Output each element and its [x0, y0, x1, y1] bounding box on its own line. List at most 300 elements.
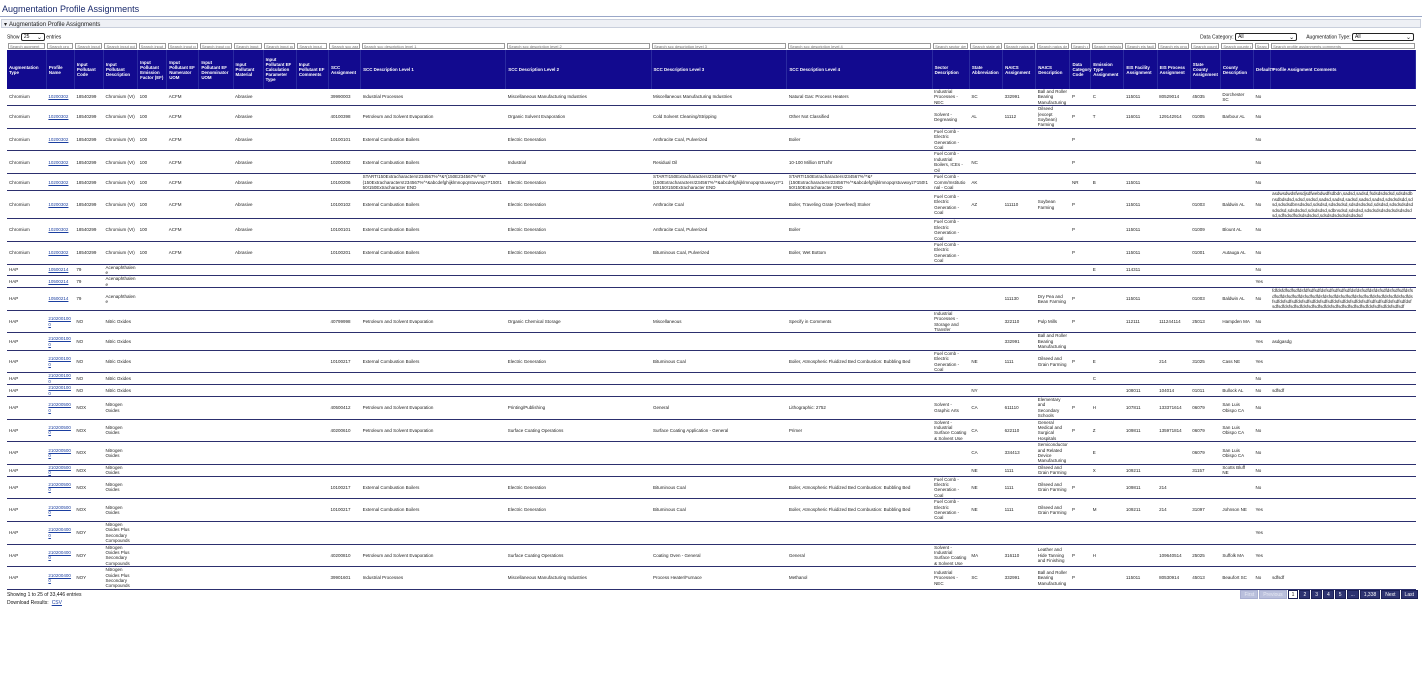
- table-cell: [361, 442, 506, 465]
- table-cell: [328, 264, 360, 276]
- table-cell: 06079: [1190, 442, 1220, 465]
- collapse-triangle-icon[interactable]: ▾: [4, 22, 8, 28]
- section-header[interactable]: [1, 19, 1421, 28]
- table-cell: [1070, 442, 1091, 465]
- table-cell: [233, 350, 263, 373]
- column-header[interactable]: SCC Assignment: [328, 50, 360, 89]
- table-cell: [1003, 521, 1036, 544]
- table-cell: HAP: [7, 419, 46, 442]
- assignments-table: [7, 43, 1416, 590]
- table-cell: Ball and Roller Bearing Manufacturing: [1036, 89, 1070, 106]
- table-cell: P: [1070, 419, 1091, 442]
- table-cell: [263, 151, 296, 174]
- table-cell: 109811: [1124, 419, 1157, 442]
- column-search-input[interactable]: [362, 43, 505, 49]
- table-cell: [1070, 264, 1091, 276]
- column-header[interactable]: County Description: [1220, 50, 1253, 89]
- table-cell: [787, 442, 932, 465]
- table-cell: Anthracite Coal: [651, 191, 787, 219]
- table-cell: 115011: [1124, 241, 1157, 264]
- table-cell: P: [1070, 476, 1091, 499]
- table-cell: Nitrogen Oxides Plus Secondary Compounds: [103, 544, 137, 567]
- column-header[interactable]: Profile Assignment Comments: [1270, 50, 1415, 89]
- table-cell: [263, 396, 296, 419]
- table-cell: 214: [1157, 499, 1190, 522]
- table-cell: 115011: [1124, 89, 1157, 106]
- column-search-input[interactable]: [297, 43, 327, 49]
- table-cell: No: [1254, 151, 1271, 174]
- table-cell: [263, 106, 296, 129]
- table-cell: [787, 333, 932, 350]
- table-cell: Abrasive: [233, 106, 263, 129]
- table-cell: Abrasive: [233, 191, 263, 219]
- table-cell: [167, 276, 199, 288]
- table-cell: NOY: [74, 567, 103, 590]
- table-cell: [263, 288, 296, 311]
- table-cell: Industrial Processes - NEC: [932, 89, 969, 106]
- table-cell: Residual Oil: [651, 151, 787, 174]
- table-cell: [506, 373, 651, 385]
- column-header[interactable]: Input Pollutant Emission Factor (EF): [138, 50, 167, 89]
- table-cell: Fuel Comb - Electric Generation - Coal: [932, 350, 969, 373]
- column-search-input[interactable]: [970, 43, 1001, 49]
- column-search-input[interactable]: [507, 43, 650, 49]
- profile-name-link[interactable]: 10200302: [48, 202, 69, 208]
- table-cell: 109640514: [1157, 544, 1190, 567]
- column-search-input[interactable]: [139, 43, 166, 49]
- table-cell: [46, 567, 74, 590]
- table-cell: 100: [138, 174, 167, 191]
- table-cell: E: [1091, 350, 1124, 373]
- table-cell: [167, 419, 199, 442]
- table-cell: [46, 499, 74, 522]
- profile-name-link[interactable]: 2102004000: [48, 527, 71, 538]
- column-header[interactable]: SCC Description Level 1: [361, 50, 506, 89]
- table-cell: [787, 373, 932, 385]
- table-cell: Chromium (VI): [103, 106, 137, 129]
- csv-download-link[interactable]: CSV: [51, 599, 62, 606]
- profile-name-link[interactable]: 10500214: [48, 296, 69, 302]
- table-cell: 11112: [1003, 106, 1036, 129]
- table-row: [7, 151, 1416, 174]
- table-cell: [328, 276, 360, 288]
- column-header[interactable]: EIS Process Assignment: [1157, 50, 1190, 89]
- table-cell: General: [787, 544, 932, 567]
- table-cell: P: [1070, 396, 1091, 419]
- table-cell: [199, 544, 233, 567]
- pager-button[interactable]: Previous: [1259, 590, 1286, 599]
- table-cell: Hampden MA: [1220, 310, 1253, 333]
- table-cell: B: [1091, 174, 1124, 191]
- table-cell: [969, 276, 1002, 288]
- table-cell: [1003, 151, 1036, 174]
- table-cell: No: [1254, 219, 1271, 242]
- table-cell: Electric Generation: [506, 174, 651, 191]
- table-cell: [651, 442, 787, 465]
- column-header[interactable]: State Abbreviation: [969, 50, 1002, 89]
- table-row: [7, 288, 1416, 311]
- table-cell: NOX: [74, 442, 103, 465]
- column-search-input[interactable]: [234, 43, 262, 49]
- table-cell: NY: [969, 385, 1002, 397]
- table-cell: [296, 128, 328, 151]
- table-cell: [1270, 151, 1415, 174]
- table-row: [7, 499, 1416, 522]
- column-header[interactable]: Input Pollutant EF Denominator UOM: [199, 50, 233, 89]
- table-cell: No: [1254, 264, 1271, 276]
- table-cell: Miscellaneous Manufacturing Industries: [506, 567, 651, 590]
- column-search-input[interactable]: [652, 43, 786, 49]
- column-search-cell: [328, 43, 360, 50]
- table-row: [7, 128, 1416, 151]
- table-cell: CA: [969, 419, 1002, 442]
- table-cell: [46, 419, 74, 442]
- table-cell: Yes: [1254, 350, 1271, 373]
- column-search-input[interactable]: [1071, 43, 1090, 49]
- table-cell: P: [1070, 567, 1091, 590]
- section-title: Augmentation Profile Assignments: [9, 22, 101, 28]
- table-cell: asdwsdwdsfwsdjsdfwebdwdfsdbdn,sadsd,sadsd,fsdsdsdsdsd,sdsdsdbnsdbdsdsd,sdsd,ssdsd,sadsd,sadsd,sadsd,sadsd,sadsd,sdsdsdsdd,sdsd,sdsdsdbnsdsdsd,sdsdsd,sdsdsdsd,sdsdsdsdsd,sdsdsd,sdsdsdsdsdsdsdsd,sdsdsdsd,sdsdsdsd,sdbnsdsd,sdsdsd,sdsdsdsdsdsdsdsdsdsdsd,sdfsdsdfsdsdsdsdsd,sdsdsdsdsdsdsdsdsd: [1270, 191, 1415, 219]
- table-cell: Bituminous Coal: [651, 476, 787, 499]
- table-cell: [328, 385, 360, 397]
- column-header[interactable]: Default?: [1254, 50, 1271, 89]
- table-cell: [199, 476, 233, 499]
- pager-button[interactable]: 2: [1299, 590, 1310, 599]
- column-search-input[interactable]: [200, 43, 232, 49]
- table-cell: 10100217: [328, 350, 360, 373]
- column-header[interactable]: Data Category Code: [1070, 50, 1091, 89]
- column-header[interactable]: Input Pollutant EF Calculation Parameter Type: [263, 50, 296, 89]
- table-cell: Electric Generation: [506, 219, 651, 242]
- table-cell: 40799998: [328, 310, 360, 333]
- column-header[interactable]: State County Assignment: [1190, 50, 1220, 89]
- table-cell: [1091, 276, 1124, 288]
- table-cell: [233, 373, 263, 385]
- table-cell: [1036, 174, 1070, 191]
- table-cell: Barbour AL: [1220, 106, 1253, 129]
- table-cell: 115011: [1124, 174, 1157, 191]
- table-cell: AK: [969, 174, 1002, 191]
- column-search-input[interactable]: [264, 43, 295, 49]
- table-cell: Semiconductor and Related Device Manufacturing: [1036, 442, 1070, 465]
- table-cell: [651, 385, 787, 397]
- table-cell: [932, 276, 969, 288]
- table-cell: [1190, 128, 1220, 151]
- table-cell: ACFM: [167, 174, 199, 191]
- table-cell: [1091, 151, 1124, 174]
- table-row: [7, 464, 1416, 476]
- table-cell: NOX: [74, 396, 103, 419]
- column-search-input[interactable]: [75, 43, 102, 49]
- table-cell: [1157, 241, 1190, 264]
- pager-button[interactable]: 5: [1335, 590, 1346, 599]
- profile-name-link[interactable]: 2102004000: [48, 549, 71, 561]
- table-cell: Chromium (VI): [103, 128, 137, 151]
- column-search-input[interactable]: [1004, 43, 1035, 49]
- profile-name-link[interactable]: 10200302: [48, 159, 69, 165]
- table-cell: 40200610: [328, 419, 360, 442]
- table-cell: [263, 241, 296, 264]
- table-cell: Surface Coating Application - General: [651, 419, 787, 442]
- table-cell: External Combustion Boilers: [361, 191, 506, 219]
- table-row: [7, 333, 1416, 350]
- table-cell: [233, 521, 263, 544]
- table-cell: [1157, 464, 1190, 476]
- column-search-input[interactable]: [1271, 43, 1414, 49]
- table-cell: [1003, 241, 1036, 264]
- profile-name-link[interactable]: 10200302: [48, 227, 69, 233]
- table-cell: 109211: [1124, 464, 1157, 476]
- column-header[interactable]: Input Pollutant EF Numerator UOM: [167, 50, 199, 89]
- table-cell: No: [1254, 89, 1271, 106]
- table-controls: [0, 33, 1422, 43]
- column-search-input[interactable]: [1191, 43, 1219, 49]
- profile-name-link[interactable]: 2102005000: [48, 424, 71, 436]
- table-cell: [199, 521, 233, 544]
- table-cell: P: [1070, 128, 1091, 151]
- column-header[interactable]: Emission Type Assignment: [1091, 50, 1124, 89]
- profile-name-link[interactable]: 10200302: [48, 179, 69, 185]
- table-cell: 31157: [1190, 464, 1220, 476]
- profile-name-link[interactable]: 2102005000: [48, 504, 71, 516]
- table-cell: 129142914: [1157, 106, 1190, 129]
- table-cell: [1036, 151, 1070, 174]
- column-header[interactable]: SCC Description Level 3: [651, 50, 787, 89]
- table-cell: Chromium (VI): [103, 174, 137, 191]
- column-search-cell: [932, 43, 969, 50]
- pager-button[interactable]: ...: [1347, 590, 1359, 599]
- table-cell: [1070, 373, 1091, 385]
- table-cell: 334413: [1003, 442, 1036, 465]
- table-cell: [199, 385, 233, 397]
- table-cell: Boiler: [787, 219, 932, 242]
- table-cell: [1190, 333, 1220, 350]
- table-cell: NC: [969, 151, 1002, 174]
- pager-button[interactable]: Last: [1401, 590, 1418, 599]
- table-cell: [296, 174, 328, 191]
- profile-name-link[interactable]: 10200302: [48, 136, 69, 142]
- profile-name-link[interactable]: 2102001000: [48, 356, 71, 367]
- column-search-input[interactable]: [1221, 43, 1252, 49]
- table-cell: [1003, 264, 1036, 276]
- table-cell: [361, 464, 506, 476]
- profile-name-link[interactable]: 2102005000: [48, 402, 71, 413]
- table-cell: 100: [138, 128, 167, 151]
- column-header[interactable]: EIS Facility Assignment: [1124, 50, 1157, 89]
- table-cell: [263, 310, 296, 333]
- column-search-input[interactable]: [1092, 43, 1123, 49]
- column-header[interactable]: Input Pollutant Material: [233, 50, 263, 89]
- table-cell: External Combustion Boilers: [361, 499, 506, 522]
- table-cell: [296, 464, 328, 476]
- table-cell: START!150Extracharacters!234567%^*&*(150E234567%^*&*(150Extracharacters!234567%^*&abcdefghijklmnopqrstuvwxyz!*150!150!150Extracharacter END: [361, 174, 506, 191]
- column-search-input[interactable]: [933, 43, 968, 49]
- table-cell: [1091, 567, 1124, 590]
- column-search-input[interactable]: [104, 43, 136, 49]
- table-cell: [1220, 151, 1253, 174]
- column-header[interactable]: Input Pollutant EF Comments: [296, 50, 328, 89]
- table-cell: Nitrogen Oxides Plus Secondary Compounds: [103, 567, 137, 590]
- table-cell: 40200810: [328, 544, 360, 567]
- pager-button[interactable]: Next: [1381, 590, 1399, 599]
- table-cell: [1091, 521, 1124, 544]
- column-search-input[interactable]: [1037, 43, 1069, 49]
- profile-name-link[interactable]: 2102001000: [48, 385, 71, 396]
- table-cell: [1157, 276, 1190, 288]
- table-cell: General: [651, 396, 787, 419]
- table-cell: M: [1091, 499, 1124, 522]
- column-search-cell: [1220, 43, 1253, 50]
- column-search-cell: [651, 43, 787, 50]
- pager-button[interactable]: 4: [1323, 590, 1334, 599]
- table-cell: Boiler, Wet Bottom: [787, 241, 932, 264]
- table-cell: [787, 464, 932, 476]
- table-cell: [296, 350, 328, 373]
- column-header[interactable]: Sector Description: [932, 50, 969, 89]
- pager-button[interactable]: First: [1240, 590, 1258, 599]
- profile-name-link[interactable]: 10200302: [48, 250, 69, 256]
- column-search-cell: [7, 43, 46, 50]
- table-cell: [1091, 128, 1124, 151]
- table-cell: 115011: [1124, 219, 1157, 242]
- table-cell: External Combustion Boilers: [361, 476, 506, 499]
- table-cell: 322110: [1003, 310, 1036, 333]
- column-search-input[interactable]: [788, 43, 931, 49]
- column-search-input[interactable]: [47, 43, 73, 49]
- table-cell: [932, 464, 969, 476]
- table-cell: [138, 567, 167, 590]
- table-cell: [233, 276, 263, 288]
- table-cell: External Combustion Boilers: [361, 241, 506, 264]
- table-cell: [263, 128, 296, 151]
- table-cell: [296, 567, 328, 590]
- profile-name-link[interactable]: 2102001000: [48, 316, 71, 327]
- table-cell: [1220, 333, 1253, 350]
- column-header[interactable]: Input Pollutant Code: [74, 50, 103, 89]
- table-cell: [1157, 333, 1190, 350]
- table-row: [7, 191, 1416, 219]
- column-search-cell: [1157, 43, 1190, 50]
- table-cell: [651, 264, 787, 276]
- table-cell: [1220, 476, 1253, 499]
- column-header[interactable]: Profile Name: [46, 50, 74, 89]
- table-cell: [46, 128, 74, 151]
- table-cell: [969, 288, 1002, 311]
- data-category-select[interactable]: [1235, 33, 1297, 41]
- table-cell: Anthracite Coal, Pulverized: [651, 128, 787, 151]
- column-search-input[interactable]: [1125, 43, 1156, 49]
- table-cell: Fuel Comb - Electric Generation - Coal: [932, 241, 969, 264]
- profile-name-link[interactable]: 2102001000: [48, 336, 71, 347]
- table-cell: [263, 373, 296, 385]
- pager-button[interactable]: 1,338: [1360, 590, 1381, 599]
- column-search-cell: [506, 43, 651, 50]
- table-cell: NOX: [74, 464, 103, 476]
- profile-name-link[interactable]: 10500214: [48, 267, 69, 273]
- table-cell: [233, 333, 263, 350]
- table-cell: ACFM: [167, 241, 199, 264]
- table-cell: Electric Generation: [506, 499, 651, 522]
- table-cell: Ball and Roller Bearing Manufacturing: [1036, 333, 1070, 350]
- column-header[interactable]: Augmentation Type: [7, 50, 46, 89]
- profile-name-link[interactable]: 10500214: [48, 279, 69, 285]
- table-cell: Beaufort SC: [1220, 567, 1253, 590]
- table-cell: Electric Generation: [506, 128, 651, 151]
- table-cell: [506, 442, 651, 465]
- table-cell: [199, 350, 233, 373]
- table-cell: Industrial: [506, 151, 651, 174]
- table-cell: P: [1070, 219, 1091, 242]
- column-search-input[interactable]: [1158, 43, 1189, 49]
- table-cell: [1124, 442, 1157, 465]
- column-header[interactable]: Input Pollutant Description: [103, 50, 137, 89]
- column-search-input[interactable]: [168, 43, 198, 49]
- augmentation-type-select[interactable]: [1352, 33, 1414, 41]
- table-cell: 100: [138, 241, 167, 264]
- column-header[interactable]: NAICS Assignment: [1003, 50, 1036, 89]
- table-cell: [263, 174, 296, 191]
- table-cell: Leather and Hide Tanning and Finishing: [1036, 544, 1070, 567]
- profile-name-link[interactable]: 2102005000: [48, 447, 71, 458]
- pager-button[interactable]: 3: [1311, 590, 1322, 599]
- table-cell: [361, 385, 506, 397]
- table-cell: [1124, 276, 1157, 288]
- profile-name-link[interactable]: 10200302: [48, 94, 69, 100]
- profile-name-link[interactable]: 2102004000: [48, 572, 71, 583]
- table-cell: [1091, 219, 1124, 242]
- table-cell: 100: [138, 151, 167, 174]
- table-cell: [296, 288, 328, 311]
- table-cell: Z: [1091, 419, 1124, 442]
- show-entries-select[interactable]: [21, 33, 45, 41]
- table-cell: [263, 567, 296, 590]
- table-cell: [138, 499, 167, 522]
- column-search-cell: [296, 43, 328, 50]
- column-header[interactable]: SCC Description Level 2: [506, 50, 651, 89]
- column-header[interactable]: SCC Description Level 4: [787, 50, 932, 89]
- table-cell: [138, 476, 167, 499]
- table-cell: [46, 350, 74, 373]
- table-cell: Abrasive: [233, 241, 263, 264]
- table-cell: Petroleum and Solvent Evaporation: [361, 396, 506, 419]
- table-cell: 31097: [1190, 499, 1220, 522]
- table-cell: C: [1091, 373, 1124, 385]
- column-search-input[interactable]: [329, 43, 359, 49]
- table-cell: Natural Gas: Process Heaters: [787, 89, 932, 106]
- table-cell: Nitric Oxides: [103, 350, 137, 373]
- table-cell: [1091, 288, 1124, 311]
- table-cell: Abrasive: [233, 219, 263, 242]
- column-search-input[interactable]: [1255, 43, 1270, 49]
- column-search-input[interactable]: [8, 43, 45, 49]
- table-cell: Yes: [1254, 544, 1271, 567]
- table-cell: [1190, 174, 1220, 191]
- pager-button[interactable]: 1: [1288, 590, 1299, 599]
- column-header[interactable]: NAICS Description: [1036, 50, 1070, 89]
- table-cell: 115011: [1124, 288, 1157, 311]
- table-cell: Petroleum and Solvent Evaporation: [361, 544, 506, 567]
- table-cell: [1124, 350, 1157, 373]
- table-cell: San Luis Obispo CA: [1220, 442, 1253, 465]
- profile-name-link[interactable]: 2102005000: [48, 464, 71, 476]
- table-cell: HAP: [7, 567, 46, 590]
- profile-name-link[interactable]: 2102005000: [48, 482, 71, 493]
- table-row: [7, 350, 1416, 373]
- table-row: [7, 567, 1416, 590]
- profile-name-link[interactable]: 10200302: [48, 114, 69, 120]
- column-search-cell: [1003, 43, 1036, 50]
- profile-name-link[interactable]: 2102001000: [48, 373, 71, 384]
